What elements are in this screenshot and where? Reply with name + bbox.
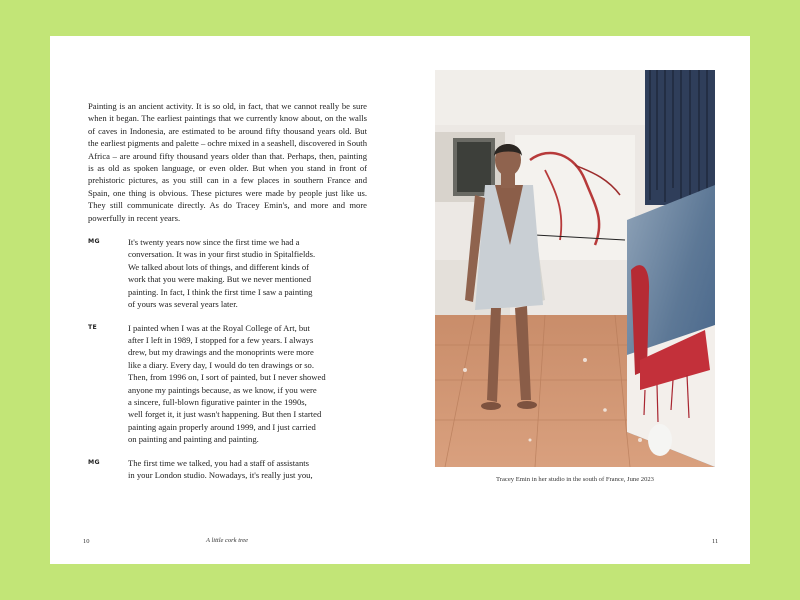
text-line: of yours was several years later.	[128, 299, 238, 310]
text-line: conversation. It was in your first studio in Spitalfields.	[128, 249, 316, 260]
page-number-right: 11	[712, 538, 719, 545]
exchange-text	[88, 457, 367, 482]
exchange-te-1	[88, 322, 367, 446]
text-line: anyone my paintings because, as we know, if you were	[128, 384, 317, 395]
intro-paragraph: Painting is an ancient activity. It is so old, in fact, that we cannot really be sure when it began. The earliest paintings that we currently know about, on the walls of caves in Indonesia, are estimated to be around fifty thousand years old. But the earliest pigments and palette – ochre mixed in a seashell, discovered in South Africa – are around fifty thousand years older than that. Perhaps, then, painting is as old as spoken language, or even older. But when you stand in front of prehistoric pictures, as you still can in a few places in southern France and Spain, one thing is obvious. These pictures were made by people just like us. They still communicate directly. As do Tracey Emin's, and more and more powerfully in recent years.	[88, 101, 367, 223]
text-line: in your London studio. Nowadays, it's really just you,	[128, 469, 313, 480]
text-line: work that you were making. But we never mentioned	[128, 274, 312, 285]
exchange-text	[88, 236, 367, 310]
speaker-label: TE	[88, 323, 98, 331]
text-line: Then, from 1996 on, I sort of painted, but I never showed	[128, 372, 326, 383]
text-line: like a diary. Every day, I would do ten drawings or so.	[128, 359, 314, 370]
left-page	[50, 36, 400, 564]
speaker-label: MG	[88, 458, 100, 466]
text-line: painting again properly around 1999, and I just carried	[128, 421, 316, 432]
body-text	[88, 100, 367, 492]
text-line: after I left in 1989, I stopped for a few years. I always	[128, 334, 314, 345]
speaker-label: MG	[88, 238, 100, 246]
page-number-left: 10	[83, 538, 90, 545]
right-page	[400, 36, 750, 564]
text-line: The first time we talked, you had a staff of assistants	[128, 457, 309, 468]
text-line: on painting and painting and painting.	[128, 434, 259, 445]
studio-photo	[435, 70, 715, 467]
book-spread	[50, 36, 750, 564]
text-line: I painted when I was at the Royal College of Art, but	[128, 322, 310, 333]
exchange-mg-1	[88, 236, 367, 310]
photo-caption: Tracey Emin in her studio in the south of France, June 2023	[496, 476, 654, 483]
text-line: painting. In fact, I think the first time I saw a painting	[128, 286, 313, 297]
text-line: It's twenty years now since the first time we had a	[128, 237, 300, 248]
exchange-mg-2	[88, 457, 367, 482]
studio-photo-illustration	[435, 70, 715, 467]
text-line: We talked about lots of things, and different kinds of	[128, 261, 310, 272]
running-head: A little cork tree	[206, 537, 249, 544]
text-line: drew, but my drawings and the monoprints were more	[128, 347, 314, 358]
text-line: a sincere, full-blown figurative painter in the 1990s,	[128, 396, 307, 407]
exchange-text	[88, 322, 367, 446]
text-line: well forget it, it just wasn't happening. But then I started	[128, 409, 322, 420]
